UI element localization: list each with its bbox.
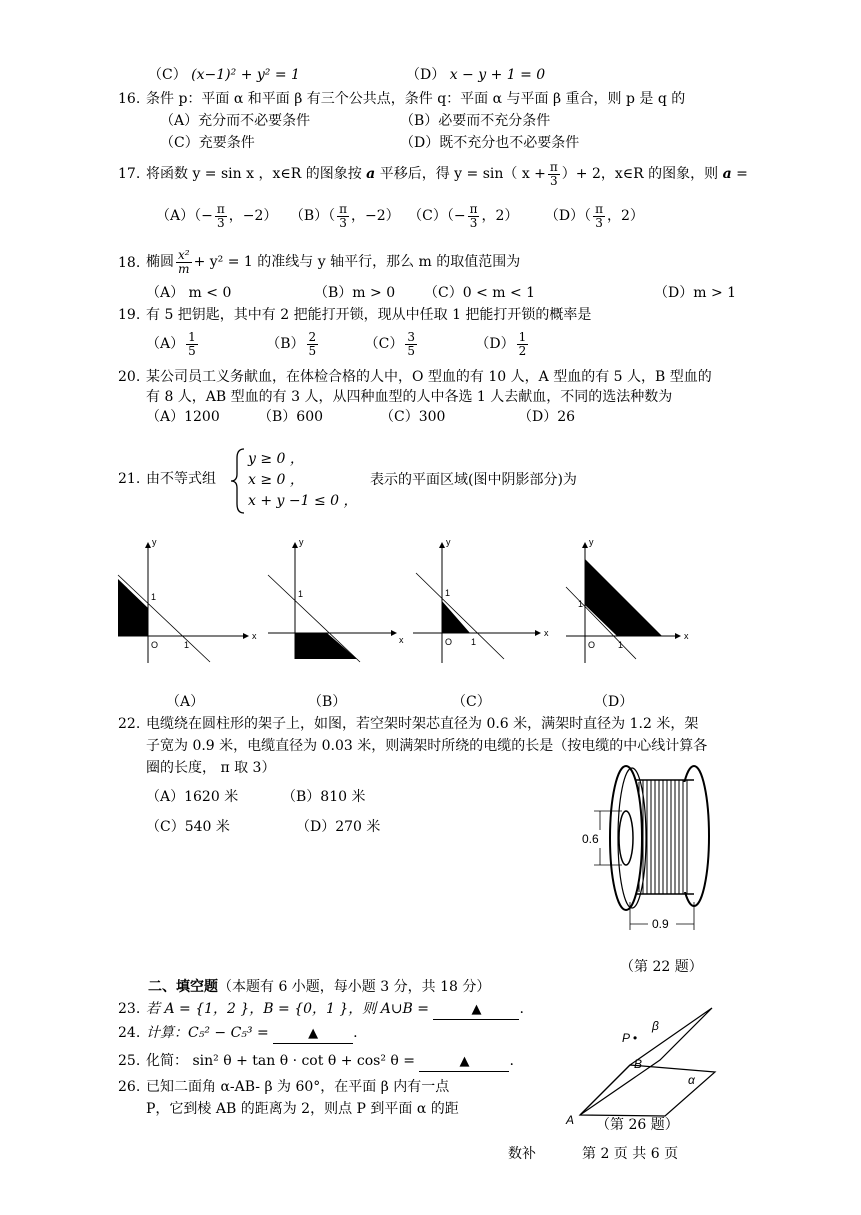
q18-stem-part: 椭圆 <box>146 254 174 270</box>
q17-fraction <box>468 203 480 230</box>
q18-fraction-num: x² <box>178 247 190 262</box>
q21-graph-d-y-label: y <box>589 537 594 547</box>
q17-vector-a: a <box>722 166 732 182</box>
q24-row <box>146 1024 358 1044</box>
q16-option-d: （D）既不充分也不必要条件 <box>400 135 580 151</box>
q26-figure-caption: （第 26 题） <box>596 1117 679 1133</box>
q22-number: 22. <box>118 716 141 732</box>
q18-option-a: （A） m < 0 <box>146 285 232 301</box>
q17-fraction <box>548 161 560 188</box>
q20-number: 20. <box>118 369 141 385</box>
q17-fraction-num: π <box>216 201 225 216</box>
q17-fraction-den: 3 <box>469 215 478 230</box>
q20-line2: 有 8 人，AB 型血的有 3 人，从四种血型的人中各选 1 人去献血，不同的选法种数为 <box>146 389 673 405</box>
q21-graph-c-origin: O <box>445 637 453 647</box>
q21-graph-c-x-label: x <box>544 628 549 638</box>
q21-graph-b-shaded-region <box>295 633 357 659</box>
q26-number: 26. <box>118 1079 141 1095</box>
answer-marker-triangle: ▲ <box>308 1026 319 1041</box>
q19-option-c <box>364 329 419 358</box>
q18-option-b: （B）m > 0 <box>314 285 396 301</box>
q22-option-d: （D）270 米 <box>296 819 381 835</box>
q20-option-c: （C）300 <box>380 409 446 425</box>
q21-graph-d-tick-x: 1 <box>618 640 624 650</box>
q20-option-b: （B）600 <box>258 409 324 425</box>
label-point-a: A <box>566 1113 575 1127</box>
q23-text: 若 A = {1，2 }，B = {0，1 }，则 A∪B = <box>146 1001 430 1017</box>
q17-option-part: ，2） <box>481 208 519 224</box>
q17-stem-part: ）+ 2，x∈R 的图象，则 <box>561 166 723 182</box>
q15-option-d-expr: x − y + 1 = 0 <box>449 67 546 83</box>
q16-option-a: （A）充分而不必要条件 <box>160 113 311 129</box>
answer-marker-triangle: ▲ <box>471 1002 482 1017</box>
q25-answer-blank[interactable] <box>419 1052 509 1072</box>
section-2-heading <box>148 978 490 996</box>
q19-option-label: （B） <box>266 336 305 352</box>
q19-options <box>146 328 530 360</box>
q21-graph-c-y-label: y <box>446 537 451 547</box>
q17-fraction <box>215 203 227 230</box>
q15-option-d <box>406 66 545 84</box>
q17-fraction-num: π <box>339 201 348 216</box>
q22-option-a: （A）1620 米 <box>146 789 239 805</box>
q21-label-d: （D） <box>594 694 634 710</box>
q17-stem-part: 将函数 y = sin x ，x∈R 的图象按 <box>146 166 367 182</box>
q23-row <box>146 1000 524 1020</box>
q19-option-label: （C） <box>364 336 404 352</box>
q21-condition-2: x ≥ 0 ， <box>248 472 304 488</box>
q19-fraction-num: 1 <box>518 329 527 344</box>
q16-stem: 条件 p：平面 α 和平面 β 有三个公共点，条件 q：平面 α 与平面 β 重合，则 p 是 q 的 <box>146 91 686 107</box>
q21-label-c: （C） <box>452 694 491 710</box>
q17-option-part: ，2） <box>606 208 644 224</box>
q19-stem: 有 5 把钥匙，其中有 2 把能打开锁，现从中任取 1 把能打开锁的概率是 <box>146 307 592 323</box>
q21-label-b: （B） <box>308 694 347 710</box>
q17-option-part: ，−2） <box>228 208 278 224</box>
q21-graph-a-origin: O <box>151 640 159 650</box>
q19-fraction <box>517 331 529 358</box>
section-2-title: 二、填空题 <box>148 979 218 995</box>
q21-graph-a-tick-y: 1 <box>151 592 157 602</box>
q17-option-a <box>156 201 278 230</box>
label-point-b: B <box>634 1057 643 1071</box>
q21-graph-a-shaded-region <box>118 579 148 636</box>
q19-fraction-den: 5 <box>407 343 415 358</box>
footer-page-number: 第 2 页 共 6 页 <box>582 1146 679 1162</box>
q19-fraction-den: 2 <box>518 343 527 358</box>
q21-graph-a-y-label: y <box>152 537 157 547</box>
q18-number: 18. <box>118 255 141 271</box>
q17-number: 17. <box>118 166 141 182</box>
q17-fraction-num: π <box>595 201 603 216</box>
q21-graph-b <box>268 537 404 662</box>
q16-option-b: （B）必要而不充分条件 <box>400 113 551 129</box>
q17-fraction-den: 3 <box>595 215 603 230</box>
q24-period: . <box>353 1025 358 1041</box>
q21-graph-a <box>118 537 257 663</box>
q24-text: 计算：C₅² − C₅³ = <box>146 1025 269 1041</box>
q21-prefix: 由不等式组 <box>146 471 216 487</box>
answer-marker-triangle: ▲ <box>459 1054 470 1069</box>
q19-fraction-num: 2 <box>308 329 317 344</box>
q19-option-b <box>266 329 320 358</box>
q15-option-d-label: （D） <box>406 67 446 83</box>
q16-number: 16. <box>118 91 141 107</box>
label-beta: β <box>652 1019 659 1033</box>
q22-option-b: （B）810 米 <box>282 789 366 805</box>
q15-option-c <box>148 66 300 84</box>
q21-graph-b-tick-y: 1 <box>298 589 304 599</box>
q18-fraction <box>176 249 192 276</box>
q17-option-part: ，−2） <box>351 208 400 224</box>
q22-line2: 子宽为 0.9 米，电缆直径为 0.03 米，则满架时所绕的电缆的长是（按电缆的中心线计算各 <box>146 738 708 754</box>
spool-width-label: 0.9 <box>652 917 669 931</box>
q19-number: 19. <box>118 307 141 323</box>
q23-period: . <box>519 1001 524 1017</box>
q21-graph-b-y-label: y <box>299 537 304 547</box>
label-point-p: P • <box>622 1031 638 1045</box>
q19-fraction-num: 3 <box>407 329 415 344</box>
q21-graph-c-boundary-line <box>416 573 504 659</box>
q17-option-part: （C）（− <box>408 208 466 224</box>
q24-answer-blank[interactable] <box>273 1024 353 1044</box>
spool-height-label: 0.6 <box>582 832 599 846</box>
q26-line1: 已知二面角 α-AB- β 为 60°，在平面 β 内有一点 <box>146 1079 450 1095</box>
q21-graph-c-tick-x: 1 <box>471 637 477 647</box>
q17-stem <box>146 158 748 190</box>
q17-vector-a: a <box>366 166 376 182</box>
q21-graph-a-x-label: x <box>252 631 257 641</box>
q20-option-a: （A）1200 <box>146 409 220 425</box>
q21-graphs <box>108 535 708 670</box>
q17-option-part: （D）（ <box>544 208 592 224</box>
q17-option-part: （B）（ <box>289 208 336 224</box>
q15-option-c-label: （C） <box>148 67 187 83</box>
q22-line1: 电缆绕在圆柱形的架子上，如图，若空架时架芯直径为 0.6 米，满架时直径为 1.2 米，架 <box>146 716 699 732</box>
q23-number: 23. <box>118 1001 141 1017</box>
q25-row <box>146 1052 514 1072</box>
q17-fraction-num: π <box>469 201 478 216</box>
edge-ab <box>580 1065 630 1115</box>
q21-graph-c-shaded-region <box>442 601 470 633</box>
plane-beta <box>580 1008 712 1115</box>
label-alpha: α <box>688 1073 695 1087</box>
q22-figure-caption: （第 22 题） <box>620 959 703 975</box>
q19-fraction-den: 5 <box>308 343 317 358</box>
q17-stem-part: 平移后，得 y = sin（ x + <box>375 166 546 182</box>
q21-condition-1: y ≥ 0 ， <box>248 451 304 467</box>
q18-option-d: （D）m > 1 <box>654 285 737 301</box>
q21-condition-3: x + y −1 ≤ 0 ， <box>248 493 358 509</box>
q17-option-b <box>289 201 400 230</box>
q21-suffix: 表示的平面区域(图中阴影部分)为 <box>370 472 577 488</box>
q18-option-c: （C）0 < m < 1 <box>424 285 536 301</box>
q25-text: 化简： sin² θ + tan θ · cot θ + cos² θ = <box>146 1053 416 1069</box>
q19-option-d <box>475 329 530 358</box>
q20-line1: 某公司员工义务献血，在体检合格的人中，O 型血的有 10 人，A 型血的有 5 人，B 型血的 <box>146 369 712 385</box>
q19-option-label: （D） <box>475 336 515 352</box>
q25-number: 25. <box>118 1053 141 1069</box>
dihedral-angle-figure <box>560 1000 730 1130</box>
q17-option-d <box>544 201 644 230</box>
q24-number: 24. <box>118 1025 141 1041</box>
q19-option-label: （A） <box>146 336 185 352</box>
q22-option-c: （C）540 米 <box>146 819 230 835</box>
q21-graph-c-tick-y: 1 <box>445 588 451 598</box>
q15-option-c-expr: (x−1)² + y² = 1 <box>191 67 300 83</box>
q17-fraction-num: π <box>549 159 558 174</box>
q21-graph-d-x-label: x <box>684 631 689 641</box>
q21-number: 21. <box>118 471 141 487</box>
q20-option-d: （D）26 <box>518 409 576 425</box>
q17-fraction-den: 3 <box>339 215 347 230</box>
q21-label-a: （A） <box>166 694 205 710</box>
q17-fraction-den: 3 <box>550 173 558 188</box>
q19-fraction <box>186 331 198 358</box>
q17-option-c <box>408 201 519 230</box>
q17-fraction <box>337 203 349 230</box>
q21-brace <box>228 446 248 516</box>
q19-fraction-num: 1 <box>188 329 196 344</box>
q18-fraction-den: m <box>178 261 190 276</box>
footer-left: 数补 <box>508 1146 536 1162</box>
q21-graph-d-tick-y: 1 <box>578 599 584 609</box>
q19-fraction <box>307 331 319 358</box>
q16-option-c: （C）充要条件 <box>160 135 255 151</box>
spool-core <box>619 811 633 865</box>
cable-spool-figure <box>576 760 716 940</box>
q22-line3: 圈的长度， π 取 3） <box>146 760 276 776</box>
q18-stem <box>146 245 520 279</box>
q21-graph-d-origin: O <box>588 640 596 650</box>
q26-line2: P，它到棱 AB 的距离为 2，则点 P 到平面 α 的距 <box>146 1101 459 1117</box>
section-2-note: （本题有 6 小题，每小题 3 分，共 18 分） <box>218 979 491 995</box>
q21-graph-a-tick-x: 1 <box>184 640 190 650</box>
spool-winding <box>636 782 694 892</box>
q17-fraction <box>593 203 605 230</box>
q17-options <box>156 201 644 231</box>
q21-graph-b-x-label: x <box>399 635 404 645</box>
q19-fraction <box>405 331 417 358</box>
q21-graph-d-shaded-region <box>585 559 662 636</box>
q23-answer-blank[interactable] <box>433 1000 519 1020</box>
q21-graph-d <box>566 537 689 663</box>
q17-stem-part: = <box>731 166 748 182</box>
q17-option-part: （A）（− <box>156 208 213 224</box>
q25-period: . <box>509 1053 514 1069</box>
q21-graph-c <box>413 537 549 663</box>
q17-fraction-den: 3 <box>216 215 225 230</box>
q18-stem-part: + y² = 1 的准线与 y 轴平行，那么 m 的取值范围为 <box>193 254 521 270</box>
q19-fraction-den: 5 <box>188 343 196 358</box>
q19-option-a <box>146 329 200 358</box>
